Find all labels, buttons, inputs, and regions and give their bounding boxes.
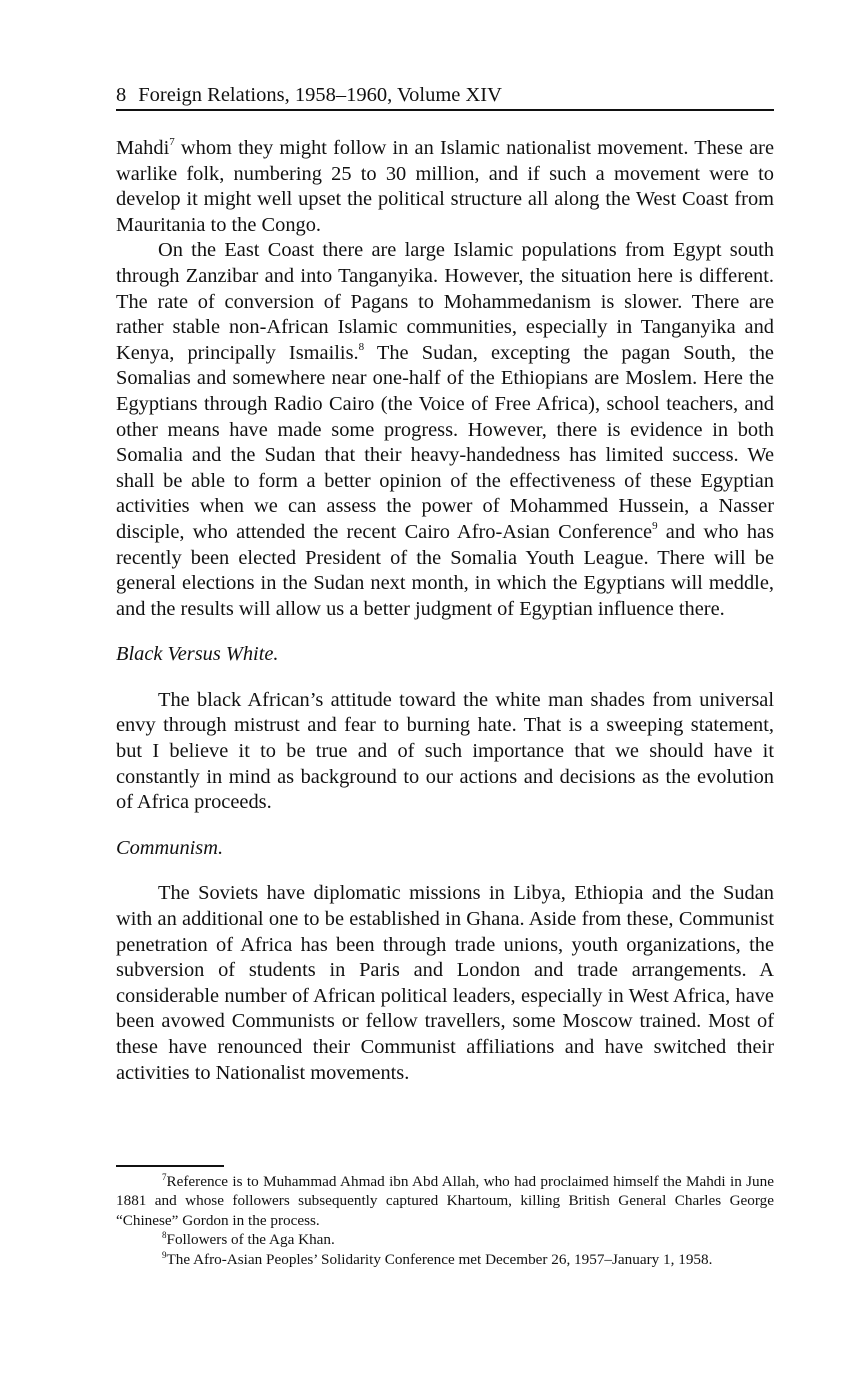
paragraph: The black African’s attitude toward the white man shades from universal envy through mistrust and fear to burning hate. That is a sweeping statement, but I believe it to be true and of such importance that we should have it constantly in mind as background to our actions and decisions as the evolution of Africa proceeds. [116, 688, 774, 814]
footnote-marker: 8 [162, 1230, 167, 1241]
paragraph: The Soviets have diplomatic missions in Libya, Ethiopia and the Sudan with an additional one to be established in Ghana. Aside from these, Communist penetration of Africa has been through trade unions, youth organizations, the subversion of students in Paris and London and trade arrangements. A considerable number of African political leaders, especially in West Africa, have been avowed Communists or fellow travellers, some Moscow trained. Most of these have renounced their Communist affiliations and have switched their activities to Nationalist movements. [116, 882, 774, 1084]
footnote-text: Followers of the Aga Khan. [166, 1231, 335, 1249]
paragraph [116, 238, 774, 622]
footnote-text: The Afro-Asian Peoples’ Solidarity Conference met December 26, 1957–January 1, 1958. [166, 1250, 713, 1268]
paragraph-text: Mahdi [116, 137, 170, 159]
paragraph-text: whom they might follow in an Islamic nationalist movement. These are warlike folk, numbering 25 to 30 million, and if such a movement were to develop it might well upset the political structure all along the West Coast from Mauritania to the Congo. [116, 137, 774, 236]
body-text [116, 136, 774, 1086]
running-header [116, 82, 774, 111]
footnote [116, 1250, 774, 1269]
paragraph [116, 136, 774, 238]
footnote-ref: 8 [358, 340, 365, 353]
footnote [116, 1172, 774, 1230]
footnote-divider [116, 1165, 224, 1167]
footnote-ref: 9 [652, 519, 658, 532]
section-heading: Black Versus White. [116, 643, 279, 666]
footnote [116, 1230, 774, 1249]
footnote-marker: 9 [162, 1249, 167, 1260]
page-number: 8 [116, 84, 127, 106]
footnote-ref: 7 [169, 136, 175, 148]
section-heading: Communism. [116, 836, 224, 859]
paragraph-text: On the East Coast there are large Islamic populations from Egypt south through Zanzibar and into Tanganyika. However, the situation here is different. The rate of conversion of Pagans to Mohammedanism is slower. There are rather stable non-African Islamic communities, especially in Tanganyika and Kenya, principally Ismailis. [116, 239, 774, 364]
footnote-marker: 7 [162, 1172, 167, 1182]
footnote-text: Reference is to Muhammad Ahmad ibn Abd Allah, who had proclaimed himself the Mahdi in June 1881 and whose followers subsequently captured Khartoum, killing British General Charles George “Chinese” Gordon in the process. [116, 1173, 774, 1229]
footnotes [116, 1172, 774, 1269]
paragraph-text: and who has recently been elected President of the Somalia Youth League. There will be general elections in the Sudan next month, in which the Egyptians will meddle, and the results will allow us a better judgment of Egyptian influence there. [116, 520, 775, 620]
running-title: Foreign Relations, 1958–1960, Volume XIV [138, 84, 502, 106]
paragraph-text: The Sudan, excepting the pagan South, the Somalias and somewhere near one-half of the Ethiopians are Moslem. Here the Egyptians through Radio Cairo (the Voice of Free Africa), school teachers, and other means have made some progress. However, there is evidence in both Somalia and the Sudan that their heavy-handedness has limited success. We shall be able to form a better opinion of the effectiveness of these Egyptian activities when we can assess the power of Mohammed Hussein, a Nasser disciple, who attended the recent Cairo Afro-Asian Conference [116, 341, 774, 543]
